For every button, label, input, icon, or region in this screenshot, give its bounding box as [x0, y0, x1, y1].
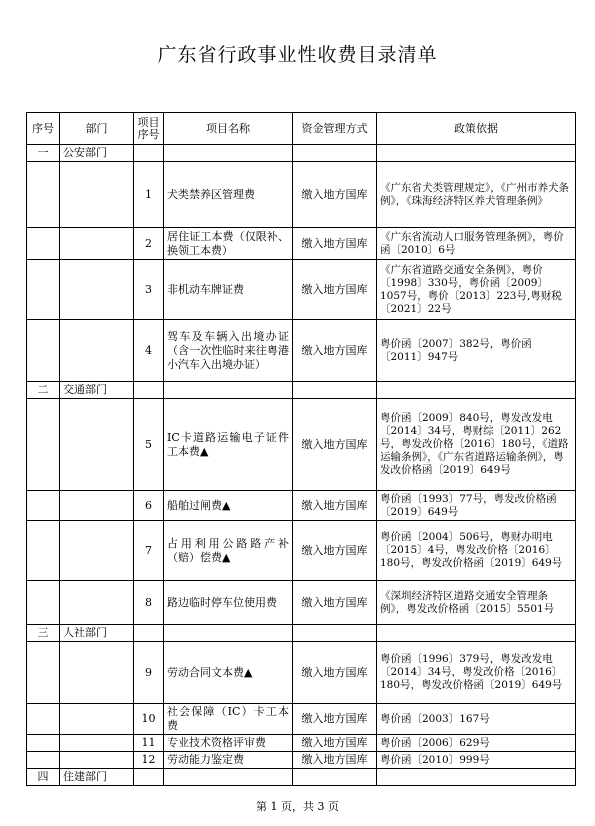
table-row	[27, 735, 576, 752]
item-name: 路边临时停车位使用费	[164, 581, 293, 625]
item-fund: 缴入地方国库	[293, 162, 377, 228]
header-policy: 政策依据	[377, 113, 576, 145]
item-name: 劳动能力鉴定费	[164, 752, 293, 769]
table-row	[27, 704, 576, 735]
header-item-no: 项目 序号	[134, 113, 164, 145]
item-no: 5	[134, 399, 164, 491]
section-row	[27, 769, 576, 786]
item-name: IC卡道路运输电子证件工本费▲	[164, 399, 293, 491]
item-name: 犬类禁养区管理费	[164, 162, 293, 228]
table-header	[27, 113, 576, 145]
item-policy: 《深圳经济特区道路交通安全管理条例》，粤发改价格函〔2015〕5501号	[377, 581, 576, 625]
item-policy: 《广东省道路交通安全条例》，粤价〔1998〕330号，粤价函〔2009〕1057号，粤价〔2013〕223号,粤财税〔2021〕22号	[377, 260, 576, 320]
item-policy: 粤价函〔2010〕999号	[377, 752, 576, 769]
header-fund: 资金管理方式	[293, 113, 377, 145]
section-row	[27, 382, 576, 399]
table-row	[27, 260, 576, 320]
item-name: 专业技术资格评审费	[164, 735, 293, 752]
item-fund: 缴入地方国库	[293, 704, 377, 735]
item-no: 9	[134, 642, 164, 704]
item-name: 船舶过闸费▲	[164, 491, 293, 521]
section-seq: 四	[27, 769, 60, 786]
item-fund: 缴入地方国库	[293, 260, 377, 320]
item-no: 2	[134, 228, 164, 260]
item-policy: 粤价函〔2007〕382号，粤价函〔2011〕947号	[377, 320, 576, 382]
table-row	[27, 752, 576, 769]
table-row	[27, 642, 576, 704]
table-row	[27, 521, 576, 581]
section-seq: 一	[27, 145, 60, 162]
section-dept: 交通部门	[60, 382, 134, 399]
header-dept: 部门	[60, 113, 134, 145]
item-policy: 《广东省犬类管理规定》，《广州市养犬条例》，《珠海经济特区养犬管理条例》	[377, 162, 576, 228]
page-title: 广东省行政事业性收费目录清单	[157, 44, 438, 66]
item-fund: 缴入地方国库	[293, 521, 377, 581]
table-row	[27, 228, 576, 260]
item-name: 居住证工本费（仅限补、换领工本费）	[164, 228, 293, 260]
item-policy: 《广东省流动人口服务管理条例》，粤价函〔2010〕6号	[377, 228, 576, 260]
section-dept: 人社部门	[60, 625, 134, 642]
table-row	[27, 162, 576, 228]
item-fund: 缴入地方国库	[293, 228, 377, 260]
item-name: 劳动合同文本费▲	[164, 642, 293, 704]
item-fund: 缴入地方国库	[293, 581, 377, 625]
item-name: 社会保障（IC）卡工本费	[164, 704, 293, 735]
page-footer: 第 1 页，共 3 页	[256, 800, 339, 813]
item-policy: 粤价函〔2006〕629号	[377, 735, 576, 752]
item-no: 1	[134, 162, 164, 228]
section-row	[27, 145, 576, 162]
section-dept: 公安部门	[60, 145, 134, 162]
section-dept: 住建部门	[60, 769, 134, 786]
item-name: 驾车及车辆入出境办证（含一次性临时来往粤港小汽车入出境办证）	[164, 320, 293, 382]
item-fund: 缴入地方国库	[293, 735, 377, 752]
item-fund: 缴入地方国库	[293, 642, 377, 704]
item-policy: 粤价函〔2004〕506号，粤财办明电〔2015〕4号，粤发改价格〔2016〕180号，粤发改价格函〔2019〕649号	[377, 521, 576, 581]
section-row	[27, 625, 576, 642]
header-name: 项目名称	[164, 113, 293, 145]
item-fund: 缴入地方国库	[293, 320, 377, 382]
section-seq: 三	[27, 625, 60, 642]
item-fund: 缴入地方国库	[293, 752, 377, 769]
section-seq: 二	[27, 382, 60, 399]
fee-table	[26, 112, 576, 786]
item-no: 3	[134, 260, 164, 320]
item-policy: 粤价函〔2009〕840号，粤发改发电〔2014〕34号，粤财综〔2011〕262号，粤发改价格〔2016〕180号，《道路运输条例》，《广东省道路运输条例》，粤发改价格函〔2019〕649号	[377, 399, 576, 491]
item-no: 12	[134, 752, 164, 769]
item-no: 6	[134, 491, 164, 521]
table-row	[27, 581, 576, 625]
header-seq: 序号	[27, 113, 60, 145]
item-no: 11	[134, 735, 164, 752]
item-policy: 粤价函〔1996〕379号，粤发改发电〔2014〕34号，粤发改价格〔2016〕180号，粤发改价格函〔2019〕649号	[377, 642, 576, 704]
table-row	[27, 491, 576, 521]
item-fund: 缴入地方国库	[293, 491, 377, 521]
item-name: 非机动车牌证费	[164, 260, 293, 320]
item-policy: 粤价函〔1993〕77号，粤发改价格函〔2019〕649号	[377, 491, 576, 521]
item-policy: 粤价函〔2003〕167号	[377, 704, 576, 735]
item-name: 占用利用公路路产补（赔）偿费▲	[164, 521, 293, 581]
table-row	[27, 320, 576, 382]
item-no: 4	[134, 320, 164, 382]
item-fund: 缴入地方国库	[293, 399, 377, 491]
table-row	[27, 399, 576, 491]
item-no: 10	[134, 704, 164, 735]
item-no: 8	[134, 581, 164, 625]
item-no: 7	[134, 521, 164, 581]
